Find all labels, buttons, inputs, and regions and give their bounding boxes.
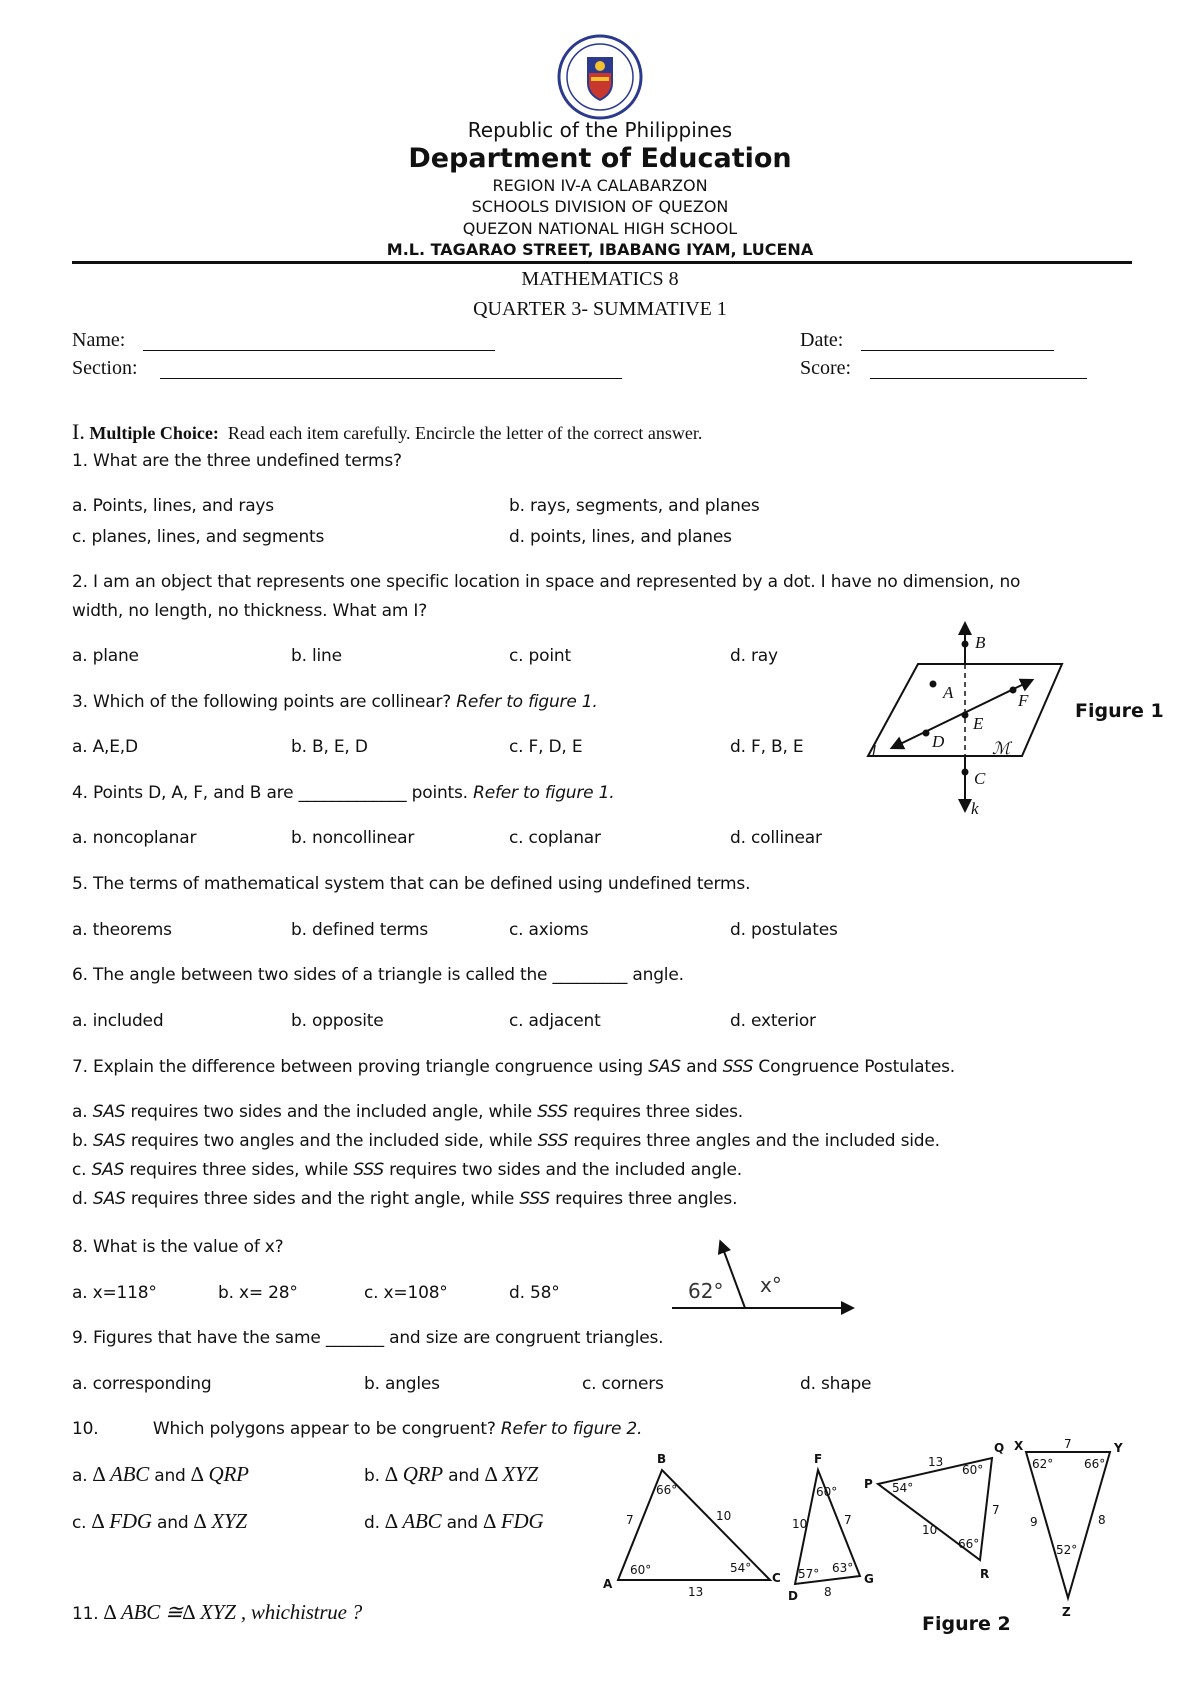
side-xz: 9 bbox=[1030, 1515, 1038, 1529]
q10-choice-b[interactable]: b. ∆ QRP and ∆ XYZ bbox=[364, 1462, 539, 1486]
label-b: B bbox=[657, 1452, 667, 1466]
angle-d: 57° bbox=[798, 1567, 820, 1581]
name-field[interactable] bbox=[143, 350, 495, 351]
label-k: k bbox=[971, 799, 979, 818]
angle-q: 60° bbox=[962, 1463, 984, 1477]
question-4-stem bbox=[72, 783, 614, 803]
part-numeral: I. bbox=[72, 419, 85, 444]
question-2-stem-line1: 2. I am an object that represents one specific location in space and represented by a dot. I have no dimension, no bbox=[72, 572, 1021, 592]
side-fg: 7 bbox=[844, 1513, 852, 1527]
q9-choice-c[interactable]: c. corners bbox=[582, 1374, 664, 1394]
q1-choice-a[interactable]: a. Points, lines, and rays bbox=[72, 496, 274, 516]
angle-figure bbox=[670, 1238, 860, 1318]
q10-choice-c[interactable]: c. ∆ FDG and ∆ XYZ bbox=[72, 1509, 247, 1533]
label-m: ℳ bbox=[992, 739, 1011, 758]
angle-f: 60° bbox=[816, 1485, 838, 1499]
side-fd: 10 bbox=[792, 1517, 808, 1531]
side-pq: 13 bbox=[928, 1455, 944, 1469]
q5-choice-d[interactable]: d. postulates bbox=[730, 920, 838, 940]
q7-stem-sss: SSS bbox=[722, 1057, 754, 1077]
side-xy: 7 bbox=[1064, 1437, 1072, 1451]
q4-choice-c[interactable]: c. coplanar bbox=[509, 828, 601, 848]
side-pr: 10 bbox=[922, 1523, 938, 1537]
q11-number: 11. bbox=[72, 1604, 99, 1624]
side-ac: 13 bbox=[688, 1585, 704, 1599]
question-9-stem: 9. Figures that have the same _______ and size are congruent triangles. bbox=[72, 1328, 664, 1348]
republic-text: Republic of the Philippines bbox=[467, 118, 733, 142]
q7-choice-b[interactable]: b. SAS requires two angles and the included side, while SSS requires three angles and the included side. bbox=[72, 1131, 940, 1151]
figure-2-caption: Figure 2 bbox=[922, 1613, 1011, 1635]
q4-figure-ref: Refer to figure 1. bbox=[473, 783, 615, 803]
q10-choice-a[interactable]: a. ∆ ABC and ∆ QRP bbox=[72, 1462, 249, 1486]
question-1-stem: 1. What are the three undefined terms? bbox=[72, 451, 402, 471]
angle-62-label: 62° bbox=[688, 1279, 724, 1303]
label-b: B bbox=[975, 633, 986, 652]
q4-choice-d[interactable]: d. collinear bbox=[730, 828, 822, 848]
q9-choice-b[interactable]: b. angles bbox=[364, 1374, 440, 1394]
angle-z: 52° bbox=[1056, 1543, 1078, 1557]
section-field[interactable] bbox=[160, 378, 622, 379]
angle-ray bbox=[722, 1246, 745, 1308]
point-f bbox=[1010, 687, 1017, 694]
label-r: R bbox=[980, 1567, 990, 1581]
q3-stem-text: 3. Which of the following points are collinear? bbox=[72, 692, 452, 712]
q3-figure-ref: Refer to figure 1. bbox=[456, 692, 598, 712]
part-instruction-text: Read each item carefully. Encircle the letter of the correct answer. bbox=[227, 423, 703, 443]
angle-p: 54° bbox=[892, 1481, 914, 1495]
q2-choice-b[interactable]: b. line bbox=[291, 646, 342, 666]
q4-choice-a[interactable]: a. noncoplanar bbox=[72, 828, 197, 848]
label-c: C bbox=[974, 769, 986, 788]
label-f: F bbox=[1018, 691, 1029, 710]
q6-choice-a[interactable]: a. included bbox=[72, 1011, 164, 1031]
q2-choice-c[interactable]: c. point bbox=[509, 646, 571, 666]
angle-c: 54° bbox=[730, 1561, 752, 1575]
q8-choice-a[interactable]: a. x=118° bbox=[72, 1283, 157, 1303]
department-title: Department of Education bbox=[408, 143, 792, 174]
score-label: Score: bbox=[800, 357, 852, 379]
instructions bbox=[72, 419, 702, 445]
score-field[interactable] bbox=[870, 378, 1087, 379]
q7-choice-a[interactable]: a. SAS requires two sides and the included angle, while SSS requires three sides. bbox=[72, 1102, 744, 1122]
school-name: QUEZON NATIONAL HIGH SCHOOL bbox=[462, 219, 738, 238]
header-divider bbox=[72, 261, 1132, 264]
q2-choice-a[interactable]: a. plane bbox=[72, 646, 139, 666]
question-3-stem bbox=[72, 692, 598, 712]
q5-choice-c[interactable]: c. axioms bbox=[509, 920, 589, 940]
q1-choice-c[interactable]: c. planes, lines, and segments bbox=[72, 527, 325, 547]
q2-choice-d[interactable]: d. ray bbox=[730, 646, 778, 666]
question-8-stem: 8. What is the value of x? bbox=[72, 1237, 284, 1257]
angle-x-label: x° bbox=[760, 1273, 782, 1297]
school-address: M.L. TAGARAO STREET, IBABANG IYAM, LUCENA bbox=[386, 240, 814, 259]
q3-choice-d[interactable]: d. F, B, E bbox=[730, 737, 804, 757]
label-q: Q bbox=[994, 1441, 1005, 1455]
q1-choice-d[interactable]: d. points, lines, and planes bbox=[509, 527, 732, 547]
q8-choice-d[interactable]: d. 58° bbox=[509, 1283, 560, 1303]
question-6-stem: 6. The angle between two sides of a triangle is called the _________ angle. bbox=[72, 965, 684, 985]
point-c bbox=[962, 769, 969, 776]
label-z: Z bbox=[1062, 1605, 1071, 1619]
label-j: j bbox=[872, 738, 877, 757]
angle-y: 66° bbox=[1084, 1457, 1106, 1471]
side-yz: 8 bbox=[1098, 1513, 1106, 1527]
point-e bbox=[962, 712, 969, 719]
side-qr: 7 bbox=[992, 1503, 1000, 1517]
region-text: REGION IV-A CALABARZON bbox=[492, 176, 708, 195]
angle-r: 66° bbox=[958, 1537, 980, 1551]
q7-choice-d[interactable]: d. SAS requires three sides and the right angle, while SSS requires three angles. bbox=[72, 1189, 738, 1209]
label-f: F bbox=[814, 1452, 823, 1466]
q11-stem-text: ∆ ABC ≅∆ XYZ , whichistrue ? bbox=[103, 1600, 363, 1624]
point-d bbox=[923, 730, 930, 737]
date-label: Date: bbox=[800, 329, 844, 351]
q6-choice-d[interactable]: d. exterior bbox=[730, 1011, 816, 1031]
q7-stem-part: and bbox=[680, 1057, 723, 1077]
q1-choice-b[interactable]: b. rays, segments, and planes bbox=[509, 496, 760, 516]
question-10-stem bbox=[72, 1419, 642, 1439]
figure-2-diagram bbox=[600, 1437, 1160, 1638]
q7-stem-sas: SAS bbox=[648, 1057, 681, 1077]
label-d: D bbox=[932, 732, 945, 751]
question-7-stem bbox=[72, 1057, 955, 1077]
quarter-title: QUARTER 3- SUMMATIVE 1 bbox=[473, 298, 727, 320]
section-label: Section: bbox=[72, 357, 138, 379]
q10-figure-ref: Refer to figure 2. bbox=[500, 1419, 643, 1439]
angle-g: 63° bbox=[832, 1561, 854, 1575]
label-g: G bbox=[864, 1572, 874, 1586]
deped-seal-logo bbox=[555, 33, 645, 121]
label-a: A bbox=[603, 1577, 613, 1591]
q9-choice-a[interactable]: a. corresponding bbox=[72, 1374, 212, 1394]
label-e: E bbox=[973, 714, 984, 733]
angle-x: 62° bbox=[1032, 1457, 1054, 1471]
q8-choice-b[interactable]: b. x= 28° bbox=[218, 1283, 298, 1303]
q6-choice-c[interactable]: c. adjacent bbox=[509, 1011, 601, 1031]
point-a bbox=[930, 681, 937, 688]
question-5-stem: 5. The terms of mathematical system that can be defined using undefined terms. bbox=[72, 874, 751, 894]
q7-choice-c[interactable]: c. SAS requires three sides, while SSS requires two sides and the included angle. bbox=[72, 1160, 742, 1180]
q7-stem-part: 7. Explain the difference between proving triangle congruence using bbox=[72, 1057, 649, 1077]
side-dg: 8 bbox=[824, 1585, 832, 1599]
question-11-stem bbox=[72, 1600, 362, 1625]
q10-choice-d[interactable]: d. ∆ ABC and ∆ FDG bbox=[364, 1509, 544, 1533]
subject-title: MATHEMATICS 8 bbox=[521, 268, 679, 290]
part-title: Multiple Choice: bbox=[89, 423, 219, 443]
q5-choice-b[interactable]: b. defined terms bbox=[291, 920, 429, 940]
label-y: Y bbox=[1114, 1441, 1123, 1455]
q3-choice-a[interactable]: a. A,E,D bbox=[72, 737, 138, 757]
division-text: SCHOOLS DIVISION OF QUEZON bbox=[471, 197, 729, 216]
angle-b: 66° bbox=[656, 1483, 678, 1497]
question-2-stem-line2: width, no length, no thickness. What am I? bbox=[72, 601, 428, 621]
angle-a: 60° bbox=[630, 1563, 652, 1577]
q6-choice-b[interactable]: b. opposite bbox=[291, 1011, 384, 1031]
q3-choice-b[interactable]: b. B, E, D bbox=[291, 737, 368, 757]
label-c: C bbox=[772, 1571, 781, 1585]
q10-stem-text: Which polygons appear to be congruent? bbox=[152, 1419, 496, 1439]
figure-1-caption: Figure 1 bbox=[1075, 700, 1164, 722]
label-a: A bbox=[943, 683, 954, 702]
date-field[interactable] bbox=[861, 350, 1054, 351]
name-label: Name: bbox=[72, 329, 126, 351]
q4-choice-b[interactable]: b. noncollinear bbox=[291, 828, 415, 848]
q3-choice-c[interactable]: c. F, D, E bbox=[509, 737, 583, 757]
side-ab: 7 bbox=[626, 1513, 634, 1527]
q5-choice-a[interactable]: a. theorems bbox=[72, 920, 172, 940]
side-bc: 10 bbox=[716, 1509, 732, 1523]
label-p: P bbox=[864, 1477, 873, 1491]
q10-number: 10. bbox=[72, 1419, 99, 1439]
q9-choice-d[interactable]: d. shape bbox=[800, 1374, 872, 1394]
q8-choice-c[interactable]: c. x=108° bbox=[364, 1283, 448, 1303]
point-b bbox=[962, 641, 969, 648]
label-d: D bbox=[788, 1589, 798, 1603]
q7-stem-part: Congruence Postulates. bbox=[753, 1057, 955, 1077]
q4-stem-text: 4. Points D, A, F, and B are _____________ points. bbox=[72, 783, 468, 803]
label-x: X bbox=[1014, 1439, 1024, 1453]
